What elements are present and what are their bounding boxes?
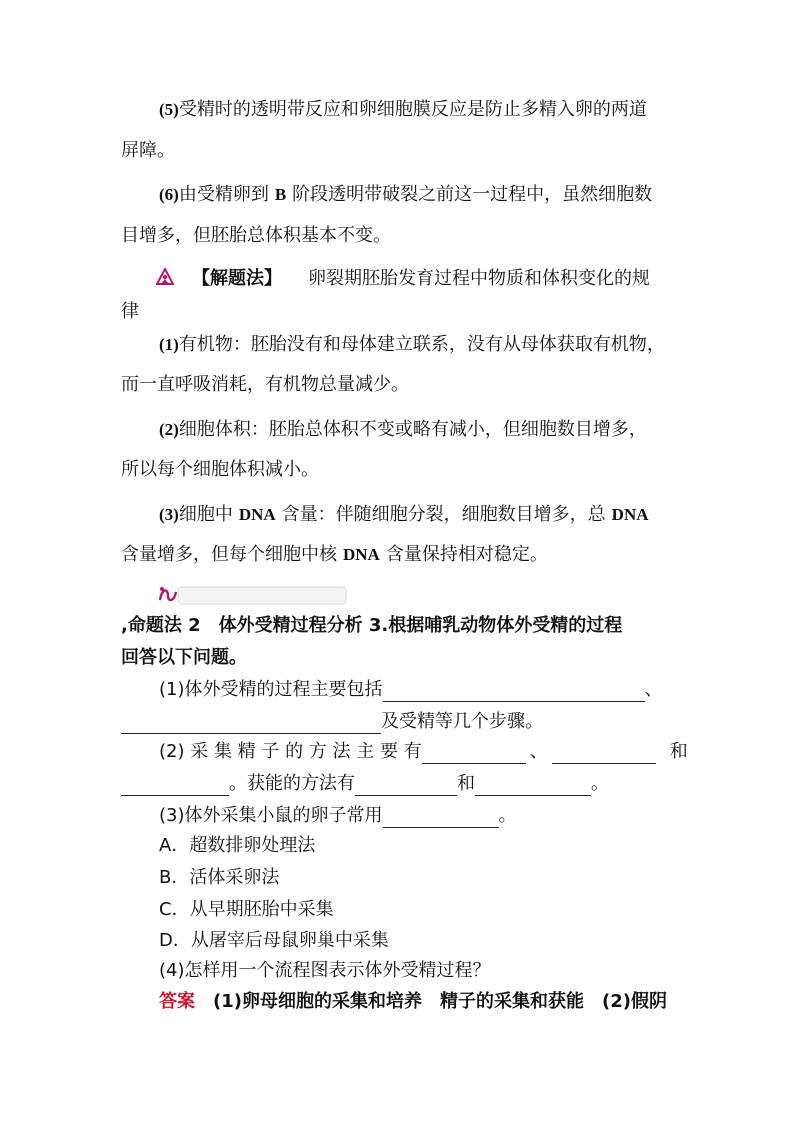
- sub-question-text: 及受精等几个步骤。: [381, 711, 543, 732]
- answer-blank[interactable]: [355, 777, 457, 796]
- paragraph-text: 含量：伴随细胞分裂，细胞数目增多，总: [281, 504, 606, 525]
- option-b[interactable]: [159, 866, 279, 890]
- paragraph-text: 有机物：胚胎没有和母体建立联系，没有从母体获取有机物，: [178, 334, 665, 355]
- separator: 、: [529, 741, 548, 762]
- sub-question-1-line-1: [159, 678, 663, 702]
- question-3-line-1: [121, 614, 622, 638]
- method-item-1-line-2: [121, 373, 409, 397]
- triangle-figure-icon: [156, 268, 174, 286]
- paragraph-text: 所以每个细胞体积减小。: [121, 459, 319, 480]
- sub-question-4: [159, 959, 491, 983]
- answer-text: (1)卵母细胞的采集和培养 精子的采集和获能 (2)假阴: [213, 991, 667, 1012]
- option-c[interactable]: [159, 898, 334, 922]
- answer-blank[interactable]: [383, 683, 645, 702]
- paragraph-5-line-1: [159, 98, 647, 122]
- method-title: 卵裂期胚胎发育过程中物质和体积变化的规: [308, 268, 650, 289]
- paragraph-text: 阶段透明带破裂之前这一过程中，虽然细胞数: [292, 184, 653, 205]
- answer-blank[interactable]: [422, 745, 526, 764]
- answer-line: [159, 990, 667, 1014]
- method-heading-line-1: [192, 267, 650, 291]
- answer-blank[interactable]: [121, 715, 381, 734]
- dna-term: DNA: [238, 505, 276, 524]
- option-a[interactable]: [159, 834, 315, 858]
- option-text: D．从屠宰后母鼠卵巢中采集: [159, 930, 389, 951]
- paragraph-text: 屏障。: [121, 140, 175, 161]
- paragraph-6-line-1: [159, 183, 652, 207]
- sub-question-text: (4)怎样用一个流程图表示体外受精过程？: [159, 960, 491, 981]
- method-item-2-line-1: [159, 418, 647, 442]
- method-heading-line-2: [121, 300, 139, 324]
- item-number: (5): [159, 100, 179, 119]
- dna-term: DNA: [343, 545, 380, 564]
- stage-letter: B: [274, 185, 287, 204]
- sub-question-3: [159, 804, 517, 828]
- paragraph-text: 细胞中: [178, 504, 233, 525]
- separator: 、: [644, 679, 663, 700]
- paragraph-text: 由受精卵到: [178, 184, 269, 205]
- question-stem: ,命题法 2 体外受精过程分析 3.根据哺乳动物体外受精的过程: [121, 615, 623, 636]
- method-item-2-line-2: [121, 458, 319, 482]
- paragraph-text: 而一直呼吸消耗，有机物总量减少。: [121, 374, 409, 395]
- punctuation: 。: [498, 805, 517, 826]
- item-number: (1): [159, 335, 179, 354]
- answer-blank[interactable]: [475, 777, 591, 796]
- option-text: C．从早期胚胎中采集: [159, 899, 334, 920]
- dna-term: DNA: [611, 505, 649, 524]
- sub-question-text: (2) 采 集 精 子 的 方 法 主 要 有: [159, 741, 422, 762]
- method-item-3-line-1: [159, 503, 649, 527]
- method-title: 律: [121, 301, 139, 322]
- method-item-3-line-2: [121, 543, 548, 567]
- option-d[interactable]: [159, 929, 389, 953]
- paragraph-text: 目增多，但胚胎总体积基本不变。: [121, 225, 391, 246]
- paragraph-text: 细胞体积：胚胎总体积不变或略有减小，但细胞数目增多，: [178, 419, 647, 440]
- paragraph-6-line-2: [121, 224, 391, 248]
- paragraph-text: 受精时的透明带反应和卵细胞膜反应是防止多精入卵的两道: [178, 99, 647, 120]
- question-stem: 回答以下问题。: [121, 647, 247, 668]
- conjunction: 和: [457, 773, 475, 794]
- paragraph-text: 含量保持相对稳定。: [385, 544, 548, 565]
- question-3-line-2: [121, 646, 247, 670]
- sub-question-text: 。获能的方法有: [229, 773, 355, 794]
- method-label: 【解题法】: [192, 268, 282, 289]
- sub-question-text: (3)体外采集小鼠的卵子常用: [159, 805, 383, 826]
- item-number: (3): [159, 505, 179, 524]
- sub-question-2-line-1: [159, 740, 688, 764]
- answer-blank[interactable]: [552, 745, 656, 764]
- sub-question-text: (1)体外受精的过程主要包括: [159, 679, 383, 700]
- answer-label: 答案: [159, 991, 195, 1012]
- sub-question-1-line-2: [121, 710, 543, 734]
- punctuation: 。: [591, 773, 609, 794]
- paragraph-5-line-2: [121, 139, 175, 163]
- paragraph-text: 含量增多，但每个细胞中核: [121, 544, 337, 565]
- exam-banner-icon: [156, 584, 348, 606]
- method-item-1-line-1: [159, 333, 665, 357]
- option-text: B．活体采卵法: [159, 867, 280, 888]
- answer-blank[interactable]: [121, 777, 229, 796]
- item-number: (6): [159, 185, 179, 204]
- option-text: A．超数排卵处理法: [159, 835, 316, 856]
- sub-question-2-line-2: [121, 772, 609, 796]
- item-number: (2): [159, 420, 179, 439]
- answer-blank[interactable]: [383, 809, 499, 828]
- conjunction: 和: [669, 741, 688, 762]
